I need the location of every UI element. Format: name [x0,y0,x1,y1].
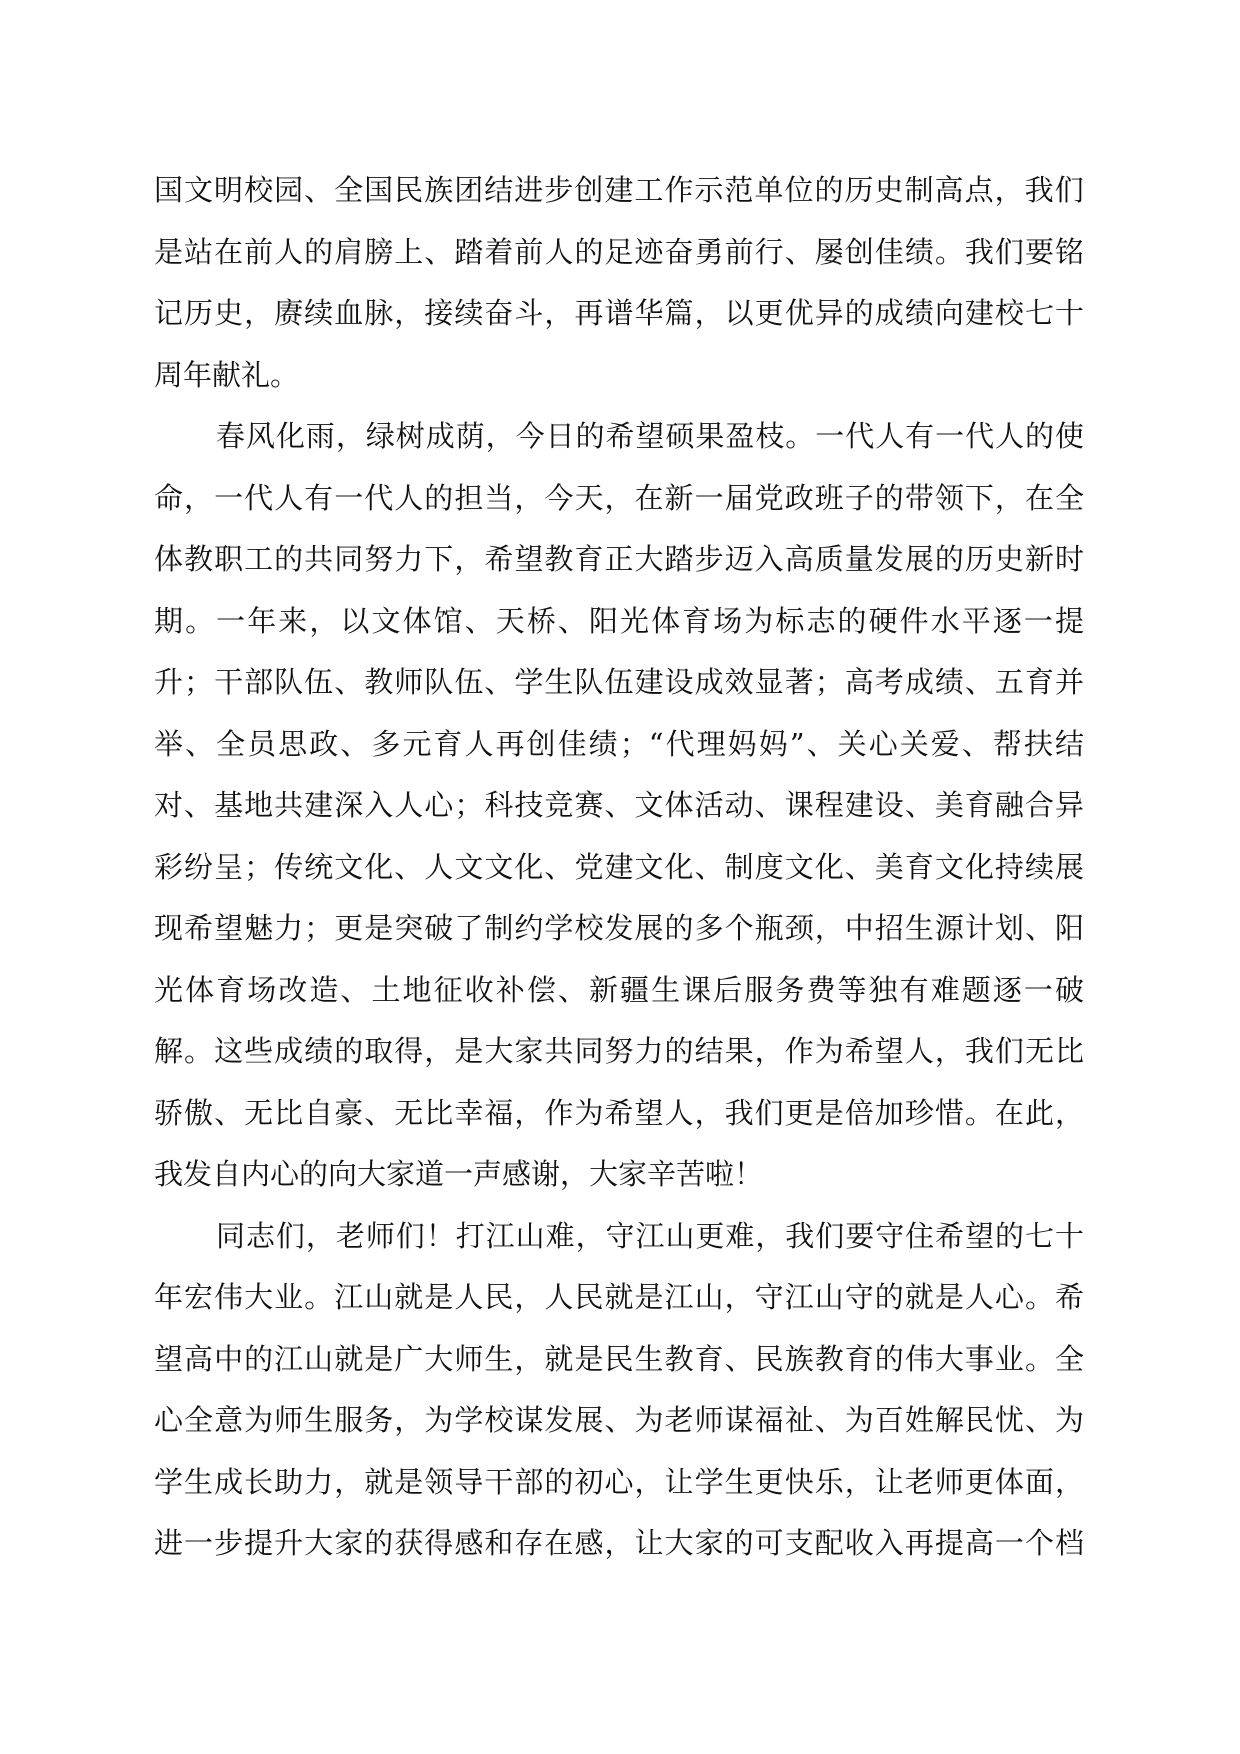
document-body [154,160,1084,1575]
paragraph-2 [154,406,1084,1206]
paragraph-1 [154,160,1084,406]
text-line: 解。这些成绩的取得，是大家共同努力的结果，作为希望人，我们无比 [154,1034,1084,1068]
text-line: 升；干部队伍、教师队伍、学生队伍建设成效显著；高考成绩、五育并 [154,665,1084,699]
paragraph-3 [154,1206,1084,1575]
text-line: 期。一年来，以文体馆、天桥、阳光体育场为标志的硬件水平逐一提 [154,603,1084,638]
text-line: 现希望魅力；更是突破了制约学校发展的多个瓶颈，中招生源计划、阳 [154,911,1084,945]
text-line: 是站在前人的肩膀上、踏着前人的足迹奋勇前行、屡创佳绩。我们要铭 [154,234,1084,269]
text-line: 举、全员思政、多元育人再创佳绩；“代理妈妈”、关心关爱、帮扶结 [154,726,1084,761]
text-line: 彩纷呈；传统文化、人文文化、党建文化、制度文化、美育文化持续展 [154,849,1084,884]
text-line: 对、基地共建深入人心；科技竞赛、文体活动、课程建设、美育融合异 [154,788,1084,822]
text-line: 国文明校园、全国民族团结进步创建工作示范单位的历史制高点，我们 [154,173,1084,207]
text-line: 周年献礼。 [154,357,300,392]
text-line: 我发自内心的向大家道一声感谢，大家辛苦啦！ [154,1157,764,1191]
text-line: 春风化雨，绿树成荫，今日的希望硕果盈枝。一代人有一代人的使 [216,419,1084,453]
text-line: 进一步提升大家的获得感和存在感，让大家的可支配收入再提高一个档 [154,1526,1084,1560]
text-line: 望高中的江山就是广大师生，就是民生教育、民族教育的伟大事业。全 [154,1341,1084,1376]
text-line: 年宏伟大业。江山就是人民，人民就是江山，守江山守的就是人心。希 [154,1280,1084,1314]
text-line: 体教职工的共同努力下，希望教育正大踏步迈入高质量发展的历史新时 [154,542,1084,576]
text-line: 命，一代人有一代人的担当，今天，在新一届党政班子的带领下，在全 [154,480,1084,515]
text-line: 骄傲、无比自豪、无比幸福，作为希望人，我们更是倍加珍惜。在此， [154,1095,1084,1130]
text-line: 学生成长助力，就是领导干部的初心，让学生更快乐，让老师更体面， [154,1464,1084,1499]
text-line: 同志们，老师们！打江山难，守江山更难，我们要守住希望的七十 [216,1218,1084,1253]
text-line: 光体育场改造、土地征收补偿、新疆生课后服务费等独有难题逐一破 [154,972,1084,1007]
text-line: 心全意为师生服务，为学校谋发展、为老师谋福祉、为百姓解民忧、为 [154,1403,1084,1437]
text-line: 记历史，赓续血脉，接续奋斗，再谱华篇，以更优异的成绩向建校七十 [154,296,1084,330]
